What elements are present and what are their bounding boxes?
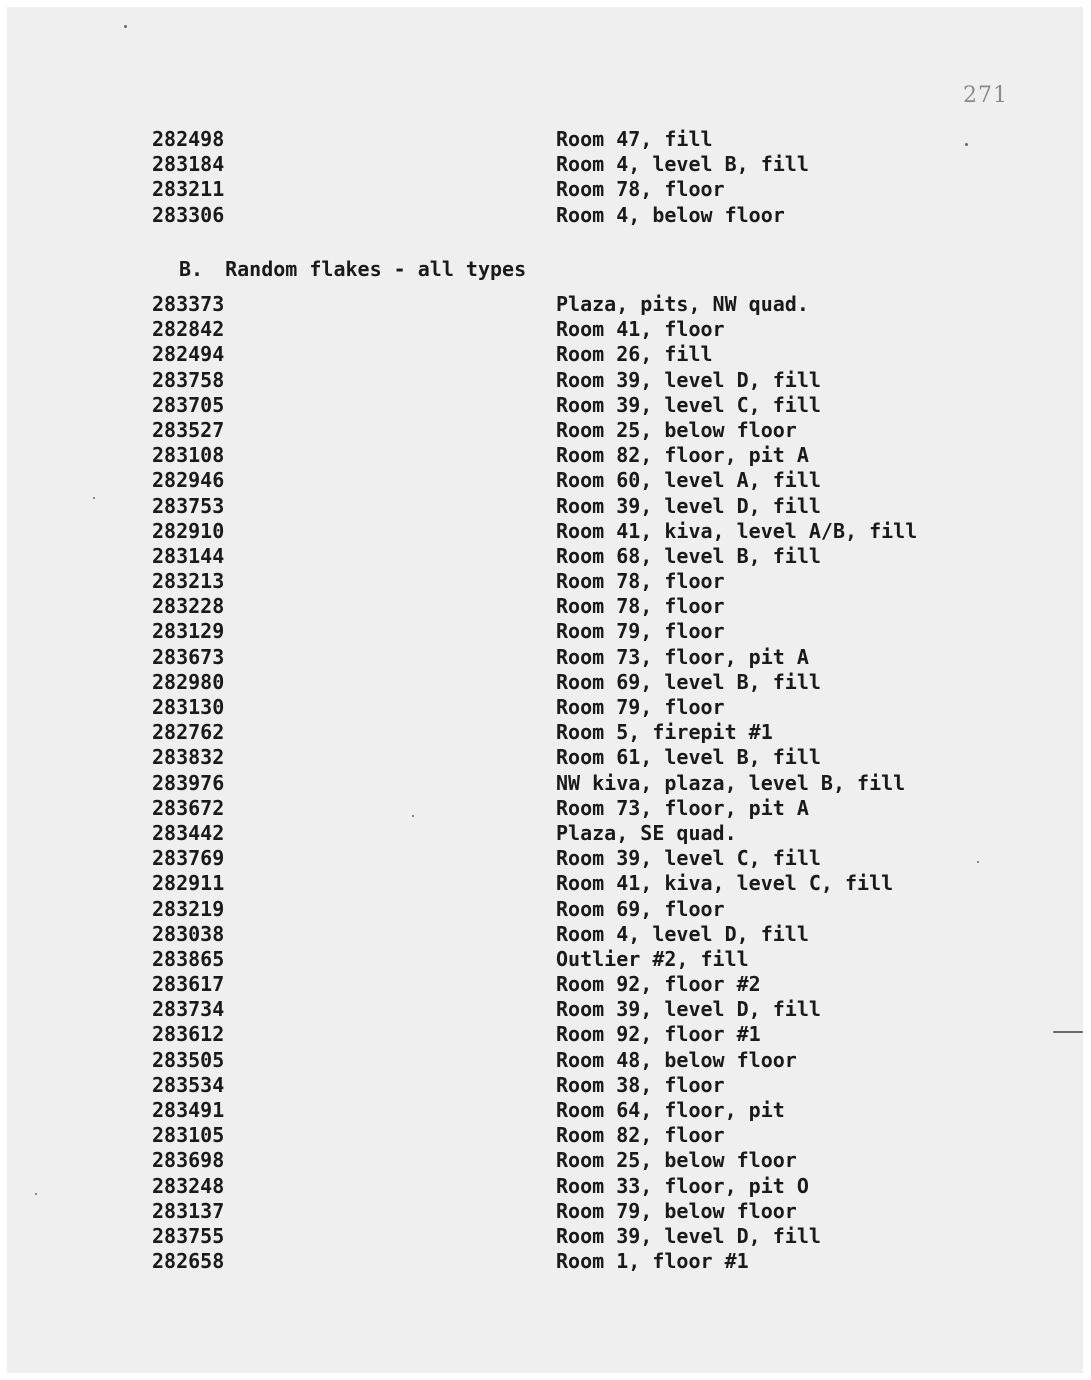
provenance: Room 39, level D, fill [556,493,821,518]
provenance: Room 79, floor [556,695,725,719]
paper-speck [412,815,414,817]
catalog-entry [7,468,1083,493]
provenance: Plaza, SE quad. [556,820,737,845]
catalog-number: 283832 [152,745,225,770]
provenance: Room 82, floor [556,1123,725,1148]
catalog-entry [7,494,1083,519]
provenance: Room 39, level D, fill [556,1223,821,1248]
catalog-number: 282911 [152,871,225,896]
catalog-number: 283976 [152,770,225,795]
provenance: Room 73, floor, pit A [556,644,809,669]
catalog-number: 283108 [152,443,225,468]
provenance: Room 41, kiva, level A/B, fill [556,518,918,543]
catalog-number: 283248 [152,1173,225,1198]
catalog-entry [7,1022,1083,1047]
provenance: Room 5, firepit #1 [556,720,773,745]
catalog-number: 282762 [152,720,225,745]
paper-speck [965,143,968,146]
catalog-number: 283211 [152,177,225,202]
catalog-number: 283734 [152,997,225,1022]
catalog-number: 282910 [152,518,225,543]
provenance: Room 64, floor, pit [556,1098,785,1122]
catalog-entry [7,1073,1083,1098]
catalog-number: 283228 [152,594,225,619]
paper-speck [1053,1031,1083,1033]
catalog-entry [7,519,1083,544]
provenance: Room 73, floor, pit A [556,795,809,820]
paper-speck [93,497,95,499]
provenance: Room 39, level D, fill [556,997,821,1022]
catalog-number: 283130 [152,695,225,719]
catalog-number: 283617 [152,972,225,997]
provenance: Room 25, below floor [556,417,797,442]
provenance: Room 41, kiva, level C, fill [556,871,894,896]
catalog-entry [7,127,1083,152]
catalog-entry [7,645,1083,670]
catalog-number: 283038 [152,921,225,946]
catalog-entry [7,1224,1083,1249]
catalog-entry [7,342,1083,367]
catalog-entry [7,393,1083,418]
catalog-entry [7,947,1083,972]
catalog-entry [7,997,1083,1022]
catalog-number: 283219 [152,896,225,921]
provenance: Outlier #2, fill [556,946,749,971]
catalog-entry [7,1048,1083,1073]
catalog-number: 283753 [152,493,225,518]
catalog-number: 283129 [152,619,225,644]
provenance: Room 47, fill [556,127,713,151]
catalog-number: 283769 [152,846,225,871]
provenance: Room 79, below floor [556,1198,797,1223]
catalog-entry [7,897,1083,922]
provenance: Room 69, floor [556,896,725,921]
provenance: Room 39, level D, fill [556,367,821,392]
catalog-number: 283527 [152,417,225,442]
catalog-number: 283373 [152,292,225,316]
catalog-number: 283755 [152,1223,225,1248]
catalog-entry [7,544,1083,569]
provenance: Room 4, level B, fill [556,152,809,177]
catalog-entry [7,1199,1083,1224]
catalog-entry [7,821,1083,846]
catalog-number: 283491 [152,1098,225,1122]
provenance: Room 92, floor #1 [556,1022,761,1047]
catalog-number: 283105 [152,1123,225,1148]
catalog-entry [7,871,1083,896]
catalog-number: 283306 [152,202,225,227]
catalog-entry [7,317,1083,342]
catalog-entry [7,972,1083,997]
catalog-entry [7,569,1083,594]
catalog-number: 283137 [152,1198,225,1223]
provenance: Room 4, level D, fill [556,921,809,946]
paper-speck [977,861,979,863]
catalog-entry [7,1174,1083,1199]
provenance: Room 60, level A, fill [556,468,821,493]
provenance: Room 1, floor #1 [556,1249,749,1274]
catalog-number: 283673 [152,644,225,669]
catalog-number: 283698 [152,1148,225,1173]
page-number: 271 [963,83,1008,108]
catalog-entry [7,594,1083,619]
catalog-number: 283505 [152,1047,225,1072]
provenance: Plaza, pits, NW quad. [556,292,809,316]
catalog-number: 283612 [152,1022,225,1047]
provenance: Room 78, floor [556,594,725,619]
catalog-entry [7,695,1083,720]
catalog-number: 283144 [152,543,225,568]
catalog-entry [7,796,1083,821]
catalog-number: 283534 [152,1072,225,1097]
provenance: Room 79, floor [556,619,725,644]
catalog-entry [7,771,1083,796]
provenance: Room 61, level B, fill [556,745,821,770]
provenance: Room 92, floor #2 [556,972,761,997]
paper-speck [124,25,127,28]
catalog-number: 283442 [152,820,225,845]
provenance: Room 39, level C, fill [556,392,821,417]
catalog-entry [7,846,1083,871]
section-heading-b [179,257,526,282]
catalog-list-random-flakes [7,292,1083,1274]
catalog-number: 282980 [152,669,225,694]
catalog-entry [7,619,1083,644]
catalog-entry [7,922,1083,947]
catalog-number: 283184 [152,152,225,177]
section-title: Random flakes - all types [225,257,527,281]
catalog-number: 282946 [152,468,225,493]
provenance: Room 69, level B, fill [556,669,821,694]
catalog-entry [7,670,1083,695]
catalog-entry [7,368,1083,393]
catalog-number: 283865 [152,946,225,971]
provenance: Room 25, below floor [556,1148,797,1173]
catalog-list-top [7,127,1083,228]
provenance: Room 68, level B, fill [556,543,821,568]
provenance: Room 26, fill [556,342,713,367]
provenance: Room 38, floor [556,1072,725,1097]
catalog-number: 283672 [152,795,225,820]
catalog-entry [7,177,1083,202]
catalog-number: 283758 [152,367,225,392]
catalog-entry [7,1098,1083,1123]
catalog-entry [7,720,1083,745]
provenance: NW kiva, plaza, level B, fill [556,770,906,795]
provenance: Room 82, floor, pit A [556,443,809,468]
catalog-number: 282498 [152,127,225,151]
catalog-number: 282494 [152,342,225,367]
provenance: Room 4, below floor [556,202,785,227]
catalog-number: 283705 [152,392,225,417]
catalog-entry [7,203,1083,228]
catalog-entry [7,745,1083,770]
paper-speck [35,1193,37,1195]
catalog-number: 282658 [152,1249,225,1274]
catalog-entry [7,443,1083,468]
catalog-entry [7,152,1083,177]
catalog-entry [7,418,1083,443]
section-letter: B. [179,257,204,281]
provenance: Room 78, floor [556,177,725,202]
provenance: Room 48, below floor [556,1047,797,1072]
catalog-entry [7,292,1083,317]
provenance: Room 33, floor, pit O [556,1173,809,1198]
provenance: Room 39, level C, fill [556,846,821,871]
catalog-entry [7,1148,1083,1173]
provenance: Room 78, floor [556,569,725,594]
catalog-number: 283213 [152,569,225,594]
catalog-entry [7,1249,1083,1274]
catalog-number: 282842 [152,317,225,342]
provenance: Room 41, floor [556,317,725,342]
catalog-entry [7,1123,1083,1148]
document-page [7,7,1083,1373]
